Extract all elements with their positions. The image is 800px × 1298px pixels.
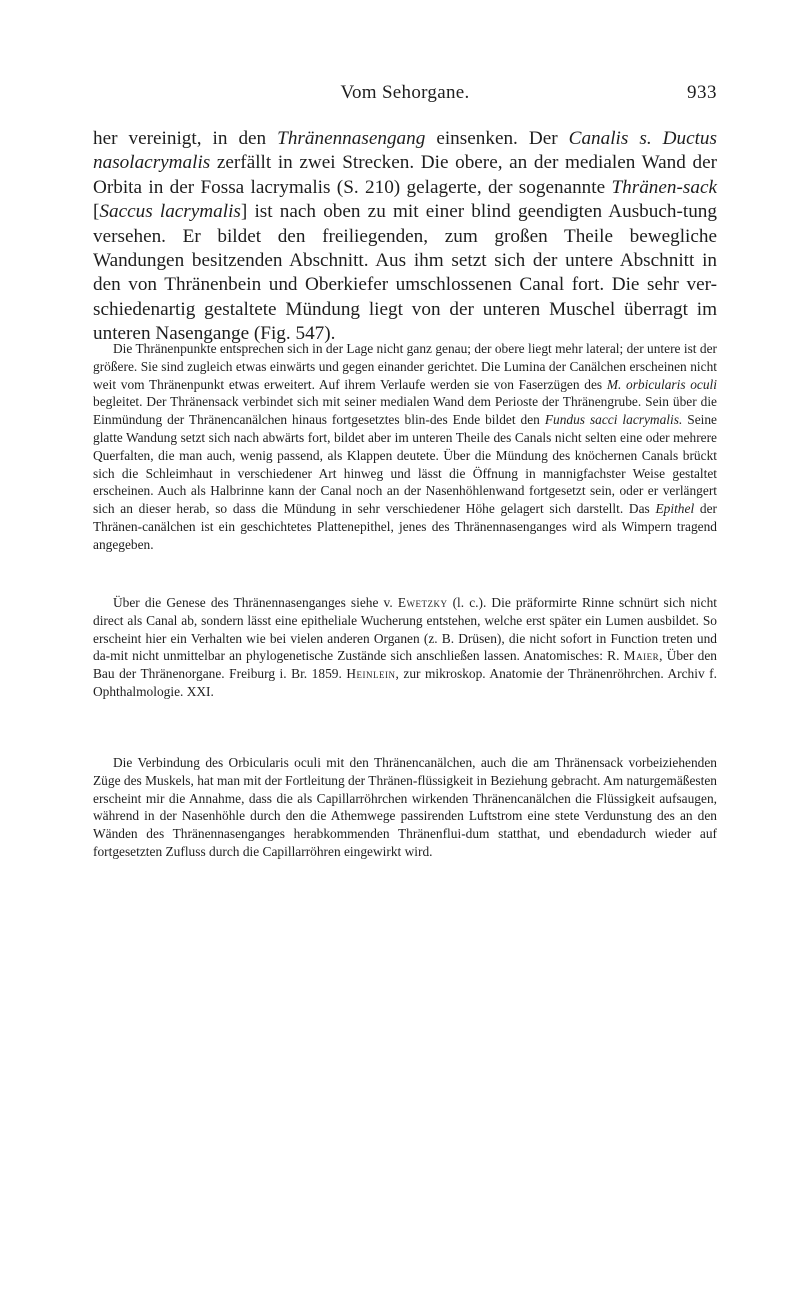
text-run: , Über den Bau der Thränenorgane. Freiburg i. Br. 1859. [93,648,717,682]
text-run: ] ist nach oben zu mit einer blind geendigten Ausbuch-tung versehen. Er bildet den freiliegenden, zum großen Theile bewegliche Wandungen besitzenden Abschnitt. Aus ihm setzt sich der untere Abschnitt in den von Thränenbein und Oberkiefer umschlossenen Canal fort. Die sehr ver-schiedenartig gestaltete Mündung liegt von der unteren Muschel überragt im unteren Nasengange (Fig. 547). [93,201,717,345]
note-paragraph-2 [93,594,717,701]
text-run: Die Thränenpunkte entsprechen sich in der Lage nicht ganz genau; der obere liegt mehr lateral; der untere ist der größere. Sie sind zugleich etwas einwärts und gegen einander gerichtet. Die Lumina der Canälchen erscheinen nicht weit vom Thränenpunkt etwas erweitert. Auf ihrem Verlaufe werden sie von Faserzügen des [93,341,717,392]
text-run: (l. c.). Die präformirte Rinne schnürt sich nicht direct als Canal ab, sondern lässt eine epitheliale Wucherung entstehen, welche erst später ein Lumen ausbildet. So erscheint hier ein Verhalten wie bei vielen anderen Organen (z. B. Drüsen), die nicht sofort in Function treten und da-mit nicht unmittelbar an phylogenetische Zustände sich anschließen lassen. Anatomisches: R. [93,595,717,664]
running-head [93,81,717,105]
author-name: Maier [623,648,660,664]
text-run: begleitet. Der Thränensack verbindet sich mit seiner medialen Wand dem Perioste der Thränengrube. Sein über die Einmündung der Thränencanälchen hinaus fortgesetztes blin-des Ende bildet den [93,394,717,428]
term-fundus-sacci: Fundus sacci lacrymalis. [544,412,683,428]
term-saccus-lacrymalis: Saccus lacrymalis [99,201,241,223]
term-orbicularis-oculi: M. orbicularis oculi [606,376,717,392]
term-epithel: Epithel [655,501,695,517]
text-run: der Thränen-canälchen ist ein geschichtetes Plattenepithel, jenes des Thränennasenganges wird als Wimpern tragend angegeben. [93,501,718,552]
page-number: 933 [687,82,717,103]
term-canalis-nasolacrymalis: Canalis s. Ductus nasolacrymalis [93,128,717,174]
term-thraenensack: Thränen-sack [611,176,717,198]
text-run: , zur mikroskop. Anatomie der Thränenröhrchen. Archiv f. Ophthalmologie. XXI. [93,666,717,699]
author-name: Ewetzky [397,595,448,610]
text-run: Seine glatte Wandung setzt sich nach abwärts fort, bildet aber im unteren Theile des Canals nicht selten eine oder mehrere Querfalten, die man auch, wenig passend, als Klappen deutete. Über die Mündung des knöchernen Canals brückt sich die Schleimhaut in verschiedener Art hinweg und lässt die Öffnung in mannigfachster Weise gestaltet erscheinen. Auch als Halbrinne kann der Canal noch an der Nasenhöhlenwand fortgesetzt sein, oder er verlängert sich an dieser herab, so dass die Mündung in sehr verschiedener Höhe gelagert sich darstellt. Das [93,412,717,517]
term-thraenennasengang: Thränennasengang [277,128,426,149]
note-paragraph-3: Die Verbindung des Orbicularis oculi mit den Thränencanälchen, auch die am Thränensack vorbeiziehenden Züge des Muskels, hat man mit der Fortleitung der Thränen-flüssigkeit in Beziehung gebracht. Am naturgemäßesten erscheint mir die Annahme, dass die als Capillarröhrchen wirkenden Thränencanälchen die Flüssigkeit aufsaugen, während in der Nasenhöhle durch den die Athemwege passirenden Luftstrom eine stete Verdunstung des an den Wänden des Thränennasenganges herabkommenden Thränenflui-dum statthat, und ebendadurch wieder auf fortgesetzten Zufluss durch die Capillarröhren eingewirkt wird. [93,755,717,859]
author-name: Heinlein [346,666,396,682]
running-title: Vom Sehorgane. [340,82,470,103]
main-paragraph [93,127,717,347]
text-run: her vereinigt, in den [93,128,278,149]
text-run: einsenken. Der [425,128,569,149]
text-run: zerfällt in zwei Strecken. Die obere, an der medialen Wand der Orbita in der Fossa lacrymalis (S. 210) gelagerte, der sogenannte [93,152,717,198]
note-paragraph-1 [93,340,717,554]
text-run: Über die Genese des Thränennasenganges siehe v. [113,595,398,610]
text-run: [ [93,201,100,223]
